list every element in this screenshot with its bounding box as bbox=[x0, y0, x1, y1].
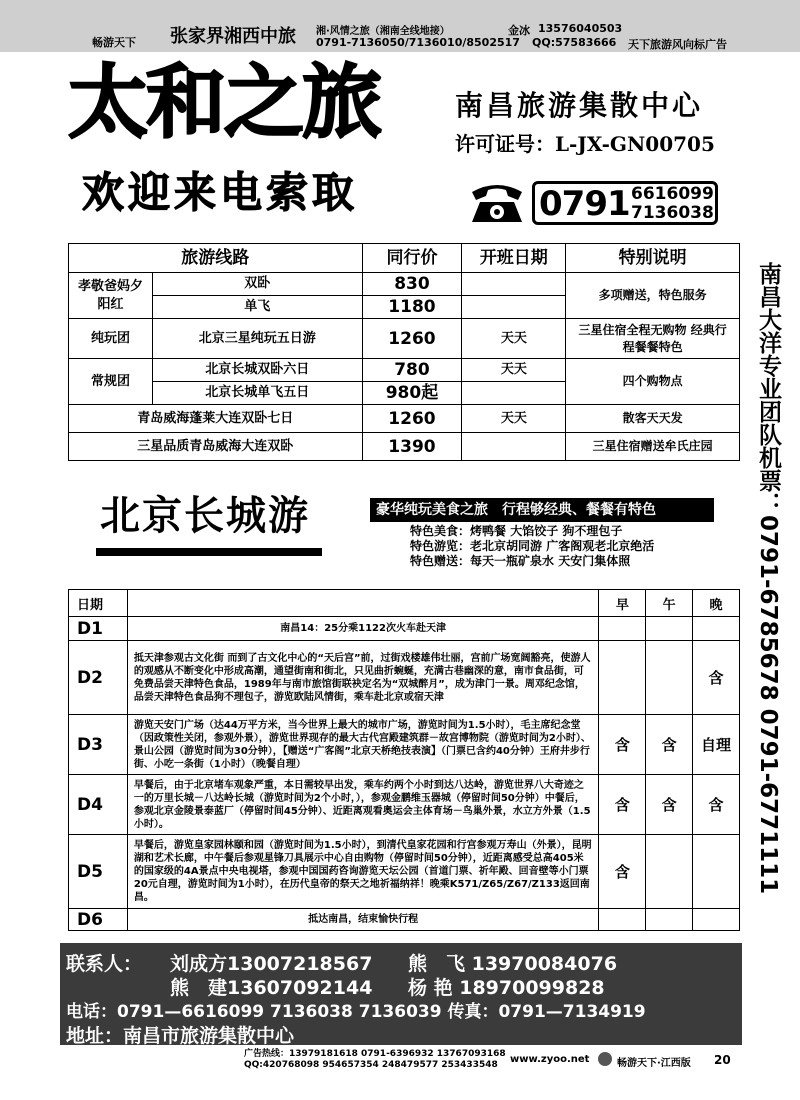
top-qq: QQ:57583666 bbox=[532, 36, 617, 49]
meal-lunch bbox=[646, 909, 693, 931]
day-label: D2 bbox=[69, 641, 128, 715]
route-group: 孝敬爸妈夕阳红 bbox=[69, 273, 153, 319]
meal-breakfast bbox=[599, 641, 646, 715]
table-row bbox=[69, 909, 740, 931]
beijing-banner: 豪华纯玩美食之旅 行程够经典、餐餐有特色 bbox=[370, 498, 714, 522]
meal-lunch: 含 bbox=[646, 715, 693, 775]
feature-label: 特色游览： bbox=[410, 539, 471, 553]
meal-dinner: 含 bbox=[693, 641, 740, 715]
table-row bbox=[69, 775, 740, 835]
route-date: 天天 bbox=[462, 359, 566, 382]
contact-person-2: 熊 飞 13970084076 bbox=[408, 953, 618, 975]
meal-lunch bbox=[646, 617, 693, 641]
route-date bbox=[462, 273, 566, 296]
route-price: 1390 bbox=[362, 433, 462, 461]
header-breakfast: 早 bbox=[599, 590, 646, 617]
brand-logo-icon bbox=[598, 1052, 612, 1066]
side-ticket-ad: 南昌大洋专业团队机票：0791-6785678 0791-6771111 bbox=[755, 262, 781, 895]
feature-label: 特色美食： bbox=[410, 524, 471, 538]
welcome-slogan: 欢迎来电索取 bbox=[82, 168, 359, 217]
table-row bbox=[69, 319, 740, 359]
meal-breakfast bbox=[599, 909, 646, 931]
feature-value: 每天一瓶矿泉水 天安门集体照 bbox=[470, 554, 631, 568]
route-price: 780 bbox=[362, 359, 462, 382]
route-price: 1260 bbox=[362, 405, 462, 433]
footer-ad-hotline: 广告热线：13979181618 0791-6396932 13767093168 bbox=[244, 1049, 506, 1059]
route-note: 四个购物点 bbox=[566, 359, 740, 405]
route-name: 北京长城双卧六日 bbox=[152, 359, 362, 382]
route-price: 1260 bbox=[362, 319, 462, 359]
day-desc: 早餐后，游览皇家园林颐和园（游览时间为1.5小时），到清代皇家花园和行宫参观万寿山（外景），昆明湖和艺术长廊，中午餐后参观星锋刀具展示中心自由购物（停留时间50分钟），近距离感受总高405米的国家级的4A景点中央电视塔，参观中国国药咨询游览天坛公园（首道门票、祈年殿、回音壁等小门票20元自理，游览时间为1小时），在历代皇帝的祭天之地祈福纳祥！晚乘K571/Z65/Z67/Z133返回南昌。 bbox=[127, 835, 599, 909]
route-name: 青岛威海蓬莱大连双卧七日 bbox=[69, 405, 363, 433]
contact-phone-fax: 电话：0791—6616099 7136038 7136039 传真：0791—7134919 bbox=[66, 1002, 646, 1022]
day-label: D5 bbox=[69, 835, 128, 909]
route-group: 纯玩团 bbox=[69, 319, 153, 359]
route-price: 830 bbox=[362, 273, 462, 296]
route-price-table bbox=[68, 243, 740, 461]
footer-ad-lines bbox=[244, 1049, 506, 1071]
day-desc: 抵达南昌，结束愉快行程 bbox=[127, 909, 599, 931]
route-date: 天天 bbox=[462, 319, 566, 359]
top-contact-name: 金冰 bbox=[508, 24, 530, 37]
feature-gift bbox=[410, 554, 654, 569]
route-name: 双卧 bbox=[152, 273, 362, 296]
route-note: 多项赠送，特色服务 bbox=[566, 273, 740, 319]
top-left-tag: 畅游天下 bbox=[92, 36, 136, 49]
day-label: D4 bbox=[69, 775, 128, 835]
beijing-features bbox=[410, 524, 654, 569]
feature-value: 老北京胡同游 广客阁观老北京绝活 bbox=[470, 539, 655, 553]
main-title: 太和之旅 bbox=[68, 55, 380, 149]
contact-person-1: 刘成方13007218567 bbox=[170, 953, 373, 975]
meal-breakfast: 含 bbox=[599, 835, 646, 909]
day-label: D6 bbox=[69, 909, 128, 931]
page-number: 20 bbox=[714, 1053, 731, 1067]
header-route: 旅游线路 bbox=[69, 244, 363, 273]
subtitle: 南昌旅游集散中心 bbox=[455, 89, 704, 122]
itinerary-table bbox=[68, 589, 740, 931]
top-mobile: 13576040503 bbox=[538, 22, 623, 35]
meal-dinner: 含 bbox=[693, 775, 740, 835]
route-date bbox=[462, 433, 566, 461]
meal-lunch bbox=[646, 835, 693, 909]
top-right-tag: 天下旅游风向标广告 bbox=[628, 38, 727, 51]
top-agency-sub: 湘·风情之旅（湘南全线地接） bbox=[316, 26, 450, 37]
route-table-header bbox=[69, 244, 740, 273]
day-label: D1 bbox=[69, 617, 128, 641]
meal-dinner bbox=[693, 617, 740, 641]
header-price: 同行价 bbox=[362, 244, 462, 273]
day-desc: 早餐后，由于北京堵车观象严重，本日需较早出发，乘车约两个小时到达八达岭，游览世界八大奇迹之一的万里长城－八达岭长城（游览时间为2个小时，），参观金鹏维玉器城（停留时间50分钟）中餐后，参观北京金陵景泰蓝厂（停留时间45分钟）、近距离观看奥运会主体育场－鸟巢外景，水立方外景（1.5小时）。 bbox=[127, 775, 599, 835]
route-date bbox=[462, 296, 566, 319]
route-note: 三星住宿赠送牟氏庄园 bbox=[566, 433, 740, 461]
table-row bbox=[69, 835, 740, 909]
feature-tour bbox=[410, 539, 654, 554]
contact-address: 地址：南昌市旅游集散中心 bbox=[66, 1025, 295, 1047]
footer-url[interactable]: www.zyoo.net bbox=[510, 1054, 590, 1065]
meal-breakfast: 含 bbox=[599, 775, 646, 835]
phone-number-2: 7136038 bbox=[631, 203, 714, 223]
header-date: 开班日期 bbox=[462, 244, 566, 273]
meal-breakfast: 含 bbox=[599, 715, 646, 775]
footer-edition: 畅游天下·江西版 bbox=[617, 1058, 691, 1069]
license-number: 许可证号：L-JX-GN00705 bbox=[455, 132, 715, 156]
route-name: 北京长城单飞五日 bbox=[152, 382, 362, 405]
title-underline bbox=[96, 548, 322, 556]
route-price: 1180 bbox=[362, 296, 462, 319]
header-desc bbox=[127, 590, 599, 617]
header-notes: 特别说明 bbox=[566, 244, 740, 273]
footer-qq: QQ:420768098 954657354 248479577 253433548 bbox=[244, 1060, 498, 1070]
route-note: 散客天天发 bbox=[566, 405, 740, 433]
route-group: 常规团 bbox=[69, 359, 153, 405]
meal-dinner bbox=[693, 909, 740, 931]
top-ad-strip bbox=[0, 0, 800, 52]
meal-dinner bbox=[693, 835, 740, 909]
feature-value: 烤鸭餐 大馅饺子 狗不理包子 bbox=[470, 524, 623, 538]
top-agency: 张家界湘西中旅 bbox=[170, 26, 296, 47]
feature-food bbox=[410, 524, 654, 539]
phone-number-1: 6616099 bbox=[631, 184, 714, 204]
meal-lunch: 含 bbox=[646, 775, 693, 835]
meal-lunch bbox=[646, 641, 693, 715]
day-desc: 游览天安门广场（达44万平方米，当今世界上最大的城市广场，游览时间为1.5小时），毛主席纪念堂（因政策性关闭，参观外景），游览世界现存的最大古代宫殿建筑群－故宫博物院（游览时间为2小时）、景山公园（游览时间为30分钟），【赠送“广客阁”北京天桥绝技表演】（门票已含约40分钟）王府井步行街、小吃一条街（1小时）（晚餐自理） bbox=[127, 715, 599, 775]
top-phones: 0791-7136050/7136010/8502517 bbox=[316, 36, 520, 49]
day-desc: 抵天津参观古文化街 而到了古文化中心的“天后宫”前，过街戏楼雄伟壮丽，宫前广场宽阔豁亮，使游人的观感从不断变化中形成高潮，通望街南和街北，只见曲折蜿蜒，充满古巷幽深的意，南市食品街，可免费品尝天津特色食品，1989年与南市旅馆街联袂定名为“双城醉月”，成为津门一景。周邓纪念馆，品尝天津特色食品狗不理包子，游览欧陆风情街，乘车赴北京或宿天津 bbox=[127, 641, 599, 715]
route-note: 三星住宿全程无购物 经典行程餐餐特色 bbox=[566, 319, 740, 359]
day-desc: 南昌14：25分乘1122次火车赴天津 bbox=[127, 617, 599, 641]
route-date bbox=[462, 382, 566, 405]
route-price: 980起 bbox=[362, 382, 462, 405]
route-name: 单飞 bbox=[152, 296, 362, 319]
table-row bbox=[69, 405, 740, 433]
contact-person-3: 熊 建13607092144 bbox=[170, 977, 373, 999]
contact-label: 联系人： bbox=[66, 953, 143, 975]
header-dinner: 晚 bbox=[693, 590, 740, 617]
itinerary-header bbox=[69, 590, 740, 617]
header-lunch: 午 bbox=[646, 590, 693, 617]
route-name: 三星品质青岛威海大连双卧 bbox=[69, 433, 363, 461]
meal-dinner: 自理 bbox=[693, 715, 740, 775]
phone-number-box bbox=[532, 181, 718, 225]
table-row bbox=[69, 617, 740, 641]
contact-person-4: 杨 艳 18970099828 bbox=[408, 977, 605, 999]
table-row bbox=[69, 641, 740, 715]
beijing-title: 北京长城游 bbox=[100, 493, 310, 539]
day-label: D3 bbox=[69, 715, 128, 775]
telephone-icon bbox=[466, 176, 528, 226]
area-code: 0791 bbox=[539, 184, 630, 224]
header-date: 日期 bbox=[69, 590, 128, 617]
table-row bbox=[69, 359, 740, 382]
contact-block bbox=[60, 943, 742, 1045]
meal-breakfast bbox=[599, 617, 646, 641]
table-row bbox=[69, 433, 740, 461]
table-row bbox=[69, 715, 740, 775]
route-name: 北京三星纯玩五日游 bbox=[152, 319, 362, 359]
feature-label: 特色赠送： bbox=[410, 554, 471, 568]
route-date: 天天 bbox=[462, 405, 566, 433]
table-row bbox=[69, 273, 740, 296]
